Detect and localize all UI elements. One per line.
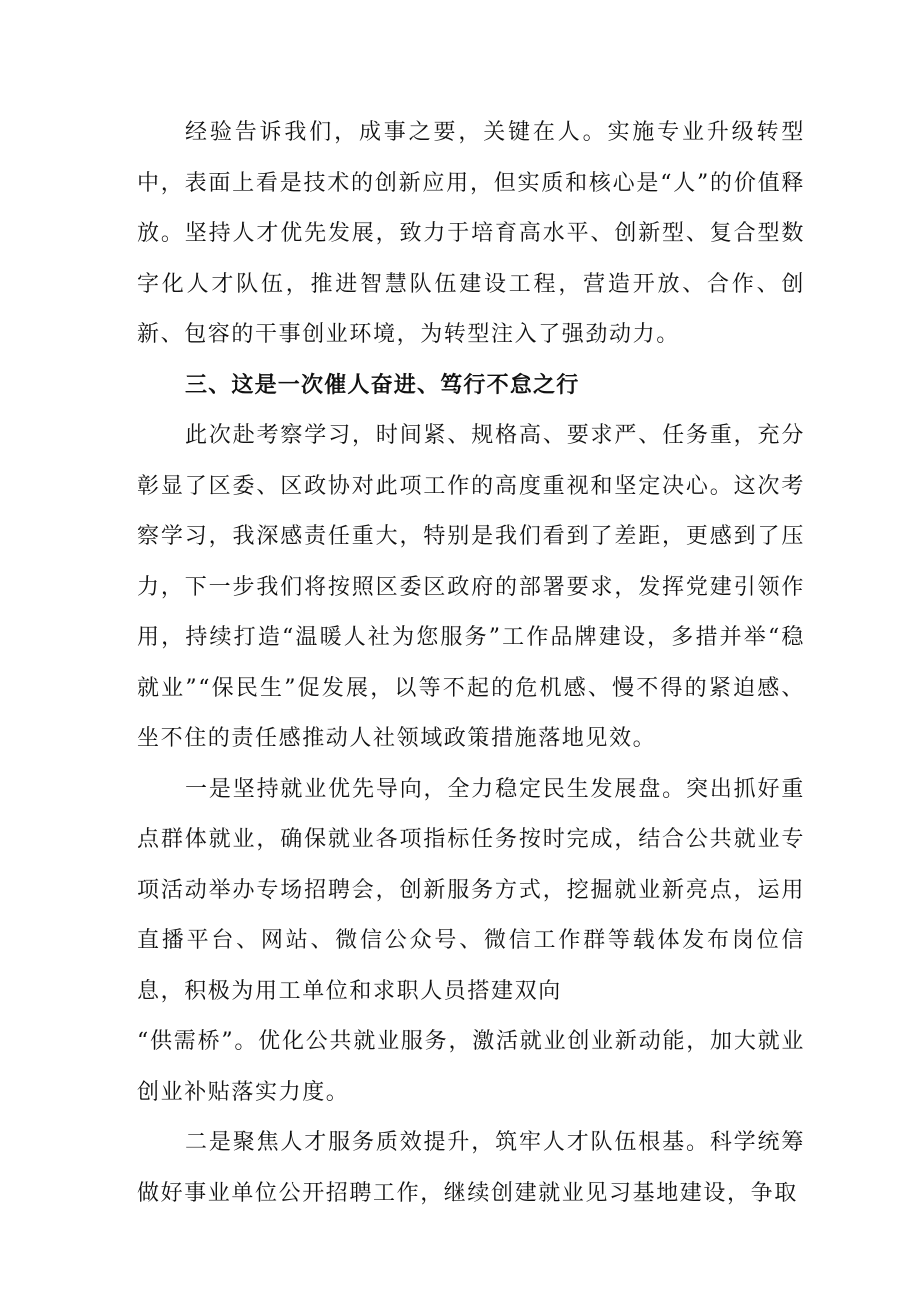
paragraph-employment-priority: 一是坚持就业优先导向，全力稳定民生发展盘。突出抓好重点群体就业，确保就业各项指标任务按时完成，结合公共就业专项活动举办专场招聘会，创新服务方式，挖掘就业新亮点，运用直播平台、网站、微信公众号、微信工作群等载体发布岗位信息，积极为用工单位和求职人员搭建双向 <box>137 776 805 1004</box>
paragraph-employment-priority-continued: “供需桥”。优化公共就业服务，激活就业创业新动能，加大就业创业补贴落实力度。 <box>137 1029 805 1105</box>
paragraph-study-tour: 此次赴考察学习，时间紧、规格高、要求严、任务重，充分彰显了区委、区政协对此项工作的高度重视和坚定决心。这次考察学习，我深感责任重大，特别是我们看到了差距，更感到了压力，下一步我们将按照区委区政府的部署要求，发挥党建引领作用，持续打造“温暖人社为您服务”工作品牌建设，多措并举“稳就业”“保民生”促发展，以等不起的危机感、慢不得的紧迫感、坐不住的责任感推动人社领域政策措施落地见效。 <box>137 423 805 751</box>
paragraph-talent-service: 二是聚焦人才服务质效提升，筑牢人才队伍根基。科学统筹做好事业单位公开招聘工作，继续创建就业见习基地建设，争取 <box>137 1130 805 1206</box>
document-body <box>137 108 805 1219</box>
paragraph-talent-experience: 经验告诉我们，成事之要，关键在人。实施专业升级转型中，表面上看是技术的创新应用，但实质和核心是“人”的价值释放。坚持人才优先发展，致力于培育高水平、创新型、复合型数字化人才队伍，推进智慧队伍建设工程，营造开放、合作、创新、包容的干事创业环境，为转型注入了强劲动力。 <box>137 120 805 347</box>
section-heading-three: 三、这是一次催人奋进、笃行不怠之行 <box>185 372 580 398</box>
